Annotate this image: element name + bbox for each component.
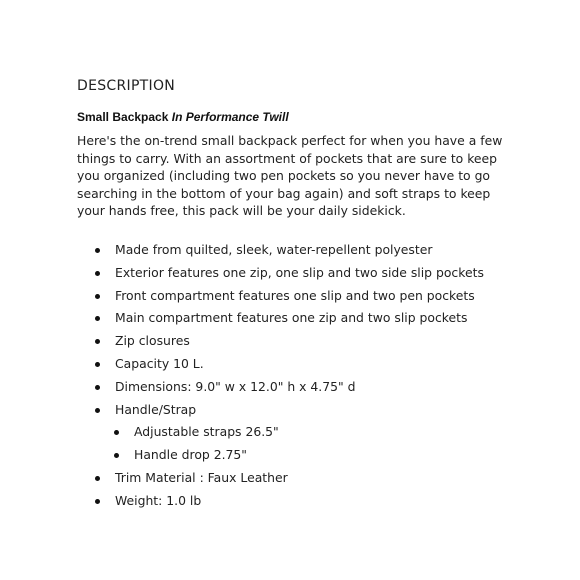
feature-list — [77, 239, 520, 513]
feature-item: Capacity 10 L. — [77, 353, 520, 376]
bullet-icon — [95, 408, 100, 413]
section-heading: DESCRIPTION — [77, 78, 176, 94]
feature-item: Made from quilted, sleek, water-repellent polyester — [77, 239, 520, 262]
bullet-icon — [95, 362, 100, 367]
feature-item: Zip closures — [77, 330, 520, 353]
bullet-icon — [114, 453, 119, 458]
feature-subitem: Handle drop 2.75" — [77, 444, 520, 467]
feature-item: Dimensions: 9.0" w x 12.0" h x 4.75" d — [77, 376, 520, 399]
product-name: Small Backpack — [77, 110, 169, 124]
bullet-icon — [95, 248, 100, 253]
feature-item: Weight: 1.0 lb — [77, 490, 520, 513]
product-material: In Performance Twill — [171, 110, 289, 124]
feature-item: Trim Material : Faux Leather — [77, 467, 520, 490]
product-description: Here's the on-trend small backpack perfect for when you have a few things to carry. With an assortment of pockets that are sure to keep you organized (including two pen pockets so you never have to go searching in the bottom of your bag again) and soft straps to keep your hands free, this pack will be your daily sidekick. — [77, 133, 503, 219]
bullet-icon — [95, 499, 100, 504]
feature-item: Main compartment features one zip and two slip pockets — [77, 307, 520, 330]
feature-item: Exterior features one zip, one slip and two side slip pockets — [77, 262, 520, 285]
bullet-icon — [95, 339, 100, 344]
bullet-icon — [95, 294, 100, 299]
bullet-icon — [95, 476, 100, 481]
bullet-icon — [95, 316, 100, 321]
feature-item: Handle/Strap — [77, 399, 520, 422]
bullet-icon — [95, 271, 100, 276]
feature-subitem: Adjustable straps 26.5" — [77, 421, 520, 444]
feature-item: Front compartment features one slip and two pen pockets — [77, 285, 520, 308]
bullet-icon — [95, 385, 100, 390]
product-subtitle — [77, 110, 520, 124]
bullet-icon — [114, 430, 119, 435]
